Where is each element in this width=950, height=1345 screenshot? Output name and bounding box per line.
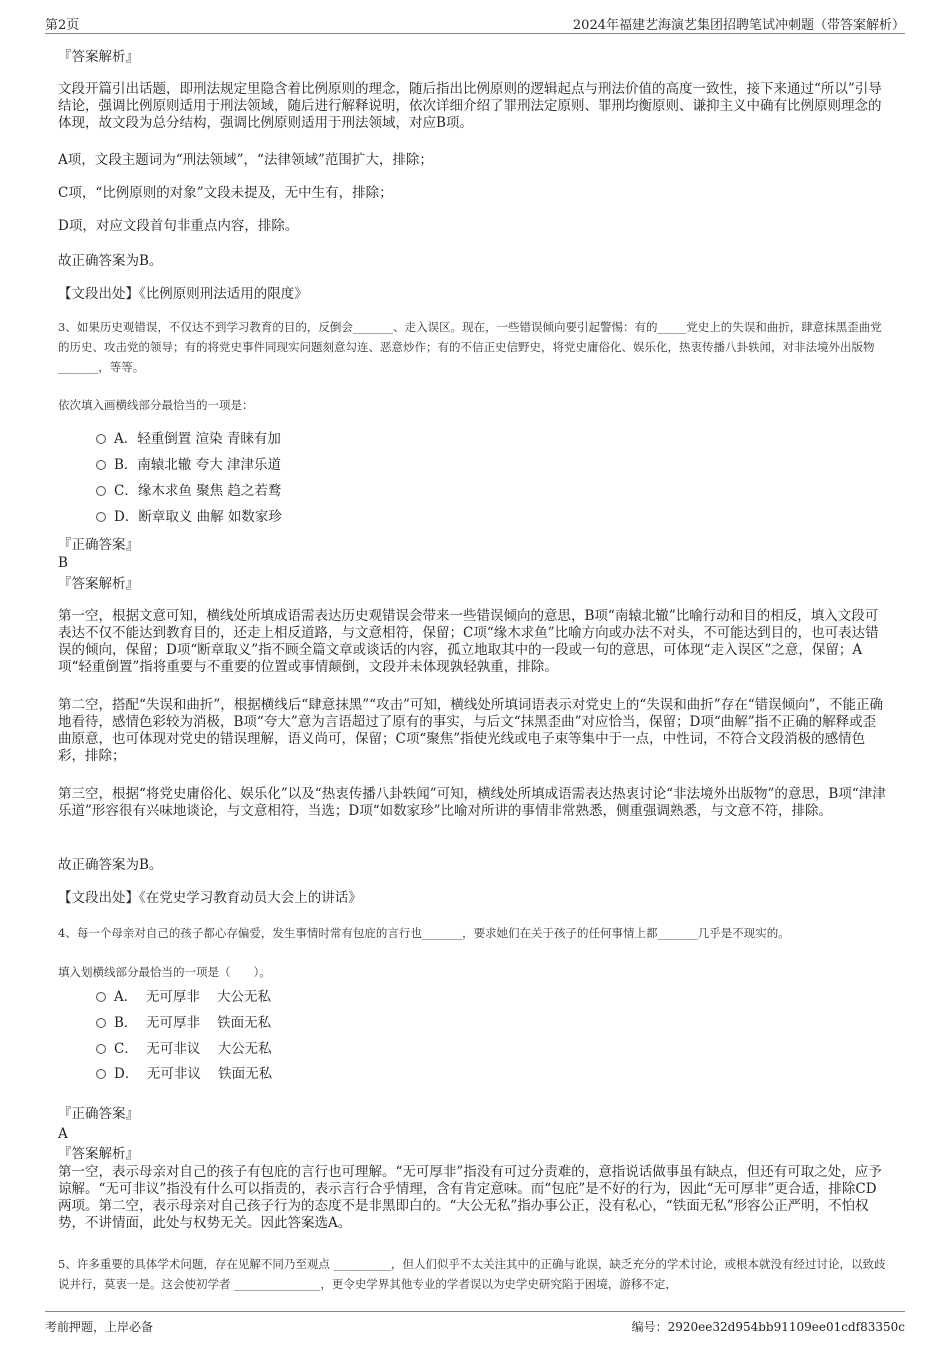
radio-icon[interactable] — [96, 460, 106, 470]
radio-icon[interactable] — [96, 1018, 106, 1028]
document-id: 编号：2920ee32d954bb91109ee01cdf83350c — [631, 1320, 905, 1334]
q2-analysis-option-c: C项，“比例原则的对象”文段未提及，无中生有，排除； — [58, 185, 393, 201]
q3-correct-answer: B — [58, 555, 68, 571]
page-number: 第2页 — [45, 18, 80, 33]
q3-source: 【文段出处】《在党史学习教育动员大会上的讲话》 — [58, 890, 362, 906]
q4-option-d[interactable]: D． 无可非议 铁面无私 — [96, 1065, 272, 1083]
radio-icon[interactable] — [96, 1069, 106, 1079]
q2-analysis-paragraph: 文段开篇引出话题，即刑法规定里隐含着比例原则的理念，随后指出比例原则的逻辑起点与刑法价值的高度一致性，接下来通过“所以”引导结论，强调比例原则适用于刑法领域，随后进行解释说明，依次详细介绍了罪刑法定原则、罪刑均衡原则、谦抑主义中确有比例原则理念的体现，故文段为总分结构，强调比例原则适用于刑法领域，对应B项。 — [58, 81, 882, 131]
q3-stem: 3、如果历史观错误，不仅达不到学习教育的目的，反倒会_______、走入误区。现在，一些错误倾向要引起警惕：有的_____党史上的失误和曲折，肆意抹黑歪曲党的历史、攻击党的领导；有的将党史事件同现实问题刻意勾连、恶意炒作；有的不信正史信野史，将党史庸俗化、娱乐化，热衷传播八卦轶闻，对非法境外出版物_______，等等。 — [58, 320, 882, 374]
q4-option-b[interactable]: B． 无可厚非 铁面无私 — [96, 1014, 271, 1032]
q3-analysis-blank3: 第三空，根据“将党史庸俗化、娱乐化”以及“热衷传播八卦轶闻”可知，横线处所填成语需表达热衷讨论“非法境外出版物”的意思，B项“津津乐道”形容很有兴味地谈论，与文意相符，当选；D项“如数家珍”比喻对所讲的事情非常熟悉，侧重强调熟悉，与文意不符，排除。 — [58, 786, 886, 819]
radio-icon[interactable] — [96, 992, 106, 1002]
radio-icon[interactable] — [96, 1044, 106, 1054]
document-title: 2024年福建艺海演艺集团招聘笔试冲刺题（带答案解析） — [572, 18, 905, 33]
q3-option-d[interactable]: D．断章取义 曲解 如数家珍 — [96, 508, 282, 526]
q3-analysis-blank2: 第二空，搭配“失误和曲折”，根据横线后“肆意抹黑”“攻击”可知，横线处所填词语表示对党史上的“失误和曲折”存在“错误倾向”，不能正确地看待，感情色彩较为消极，B项“夸大”意为言语超过了原有的事实，与后文“抹黑歪曲”对应恰当，保留；D项“曲解”指不正确的解释或歪曲原意，也可体现对党史的错误理解，语义尚可，保留；C项“聚焦”指使光线或电子束等集中于一点，中性词，不符合文段消极的感情色彩，排除； — [58, 697, 884, 764]
page-footer — [45, 1311, 905, 1337]
q4-analysis-label: 『答案解析』 — [58, 1146, 139, 1162]
q3-conclusion: 故正确答案为B。 — [58, 857, 163, 873]
q5-stem: 5、许多重要的具体学术问题，存在见解不同乃至观点 __________，但人们似乎不太关注其中的正确与讹误，缺乏充分的学术讨论，或根本就没有经过讨论，以致歧说并行，莫衷一是。这会使初学者 _______________，更令史学界其他专业的学者误以为史学史研究陷于困境，游移不定， — [58, 1257, 886, 1291]
q4-correct-label: 『正确答案』 — [58, 1106, 139, 1122]
q2-source: 【文段出处】《比例原则刑法适用的限度》 — [58, 286, 308, 302]
q3-prompt: 依次填入画横线部分最恰当的一项是： — [58, 398, 254, 412]
q4-analysis: 第一空，表示母亲对自己的孩子有包庇的言行也可理解。“无可厚非”指没有可过分责难的，意指说话做事虽有缺点，但还有可取之处，应予谅解。“无可非议”指没有什么可以指责的，表示言行合乎情理，含有肯定意味。而“包庇”是不好的行为，因此“无可厚非”更合适，排除CD两项。第二空，表示母亲对自己孩子行为的态度不是非黑即白的。“大公无私”指办事公正，没有私心，“铁面无私”形容公正严明，不怕权势，不讲情面，此处与权势无关。因此答案选A。 — [58, 1164, 882, 1231]
page-header — [45, 10, 905, 34]
q2-analysis-option-a: A项，文段主题词为“刑法领域”，“法律领域”范围扩大，排除； — [58, 152, 433, 168]
q3-option-a[interactable]: A．轻重倒置 渲染 青睐有加 — [96, 430, 281, 448]
q4-correct-answer: A — [58, 1126, 68, 1142]
q2-analysis-option-d: D项，对应文段首句非重点内容，排除。 — [58, 218, 299, 234]
q4-option-a[interactable]: A． 无可厚非 大公无私 — [96, 988, 271, 1006]
q3-correct-label: 『正确答案』 — [58, 537, 139, 553]
q3-option-c[interactable]: C．缘木求鱼 聚焦 趋之若鹜 — [96, 482, 281, 500]
q4-option-c[interactable]: C． 无可非议 大公无私 — [96, 1040, 272, 1058]
radio-icon[interactable] — [96, 512, 106, 522]
radio-icon[interactable] — [96, 486, 106, 496]
q3-analysis-label: 『答案解析』 — [58, 576, 139, 592]
q4-prompt: 填入划横线部分最恰当的一项是（ ）。 — [58, 965, 271, 979]
q3-analysis-blank1: 第一空，根据文意可知，横线处所填成语需表达历史观错误会带来一些错误倾向的意思，B项“南辕北辙”比喻行动和目的相反，填入文段可表达不仅不能达到教育目的，还走上相反道路，与文意相符，保留；C项“缘木求鱼”比喻方向或办法不对头，不可能达到目的，也可表达错误的倾向，保留；D项“断章取义”指不顾全篇文章或谈话的内容，孤立地取其中的一段或一句的意思，可体现“走入误区”之意，保留；A项“轻重倒置”指将重要与不重要的位置或事情颠倒，文段并未体现孰轻孰重，排除。 — [58, 608, 879, 675]
radio-icon[interactable] — [96, 434, 106, 444]
footer-slogan: 考前押题，上岸必备 — [45, 1320, 154, 1334]
q2-analysis-label: 『答案解析』 — [58, 49, 139, 65]
q4-stem: 4、每一个母亲对自己的孩子都心存偏爱，发生事情时常有包庇的言行也_______，要求她们在关于孩子的任何事情上都_______几乎是不现实的。 — [58, 926, 790, 940]
q3-option-b[interactable]: B．南辕北辙 夸大 津津乐道 — [96, 456, 281, 474]
q2-conclusion: 故正确答案为B。 — [58, 253, 163, 269]
